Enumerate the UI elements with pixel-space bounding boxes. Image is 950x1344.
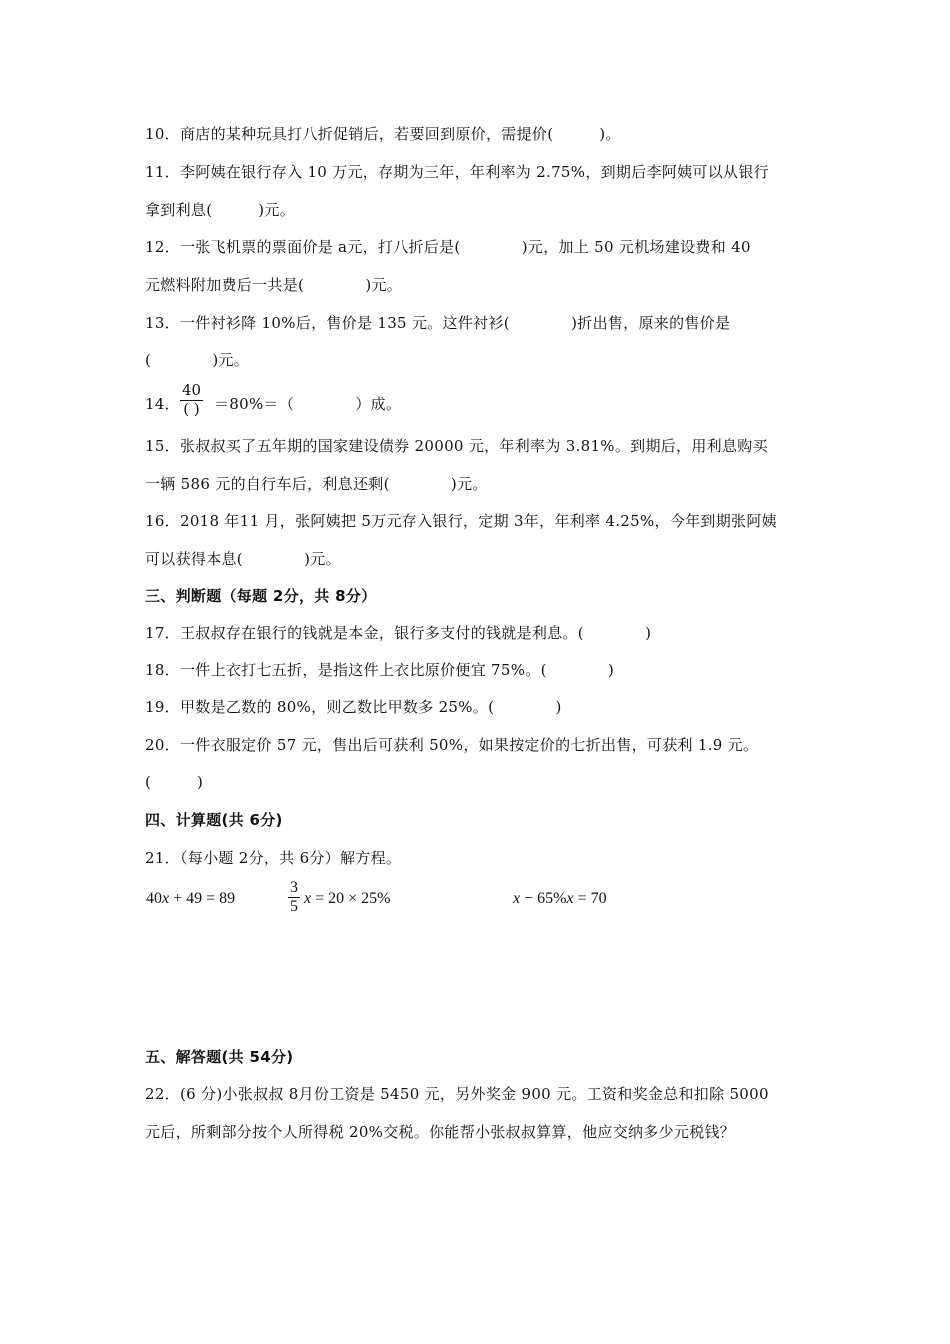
equation-2 — [304, 889, 390, 909]
equation-1-variable: x — [162, 890, 170, 907]
equation-3-variable-2: x — [566, 890, 574, 907]
question-12-line1: 12．一张飞机票的票面价是 a元，打八折后是( )元，加上 50 元机场建设费和 40 — [145, 238, 751, 256]
question-21: 21．（每小题 2分，共 6分）解方程。 — [145, 849, 402, 867]
equation-2-variable: x — [304, 890, 312, 907]
equation-2-numerator: 3 — [290, 879, 298, 896]
equation-3-middle: − 65% — [520, 890, 567, 907]
equation-1-rest: + 49 = 89 — [169, 890, 236, 907]
question-22-line2: 元后，所剩部分按个人所得税 20%交税。你能帮小张叔叔算算，他应交纳多少元税钱？ — [145, 1123, 736, 1141]
question-17: 17．王叔叔存在银行的钱就是本金，银行多支付的钱就是利息。( ) — [145, 624, 652, 642]
question-14-rest: ＝80%＝（ ）成。 — [214, 395, 402, 413]
question-11-line2: 拿到利息( )元。 — [145, 201, 296, 219]
question-13-line2: ( )元。 — [145, 351, 250, 369]
question-16-line1: 16．2018 年11 月，张阿姨把 5万元存入银行，定期 3年，年利率 4.25%，今年到期张阿姨 — [145, 512, 777, 530]
equation-3-rest: = 70 — [573, 890, 607, 907]
question-14-prefix: 14． — [145, 395, 180, 413]
question-13-line1: 13．一件衬衫降 10%后，售价是 135 元。这件衬衫( )折出售，原来的售价是 — [145, 314, 731, 332]
equation-2-rest: = 20 × 25% — [311, 890, 391, 907]
equation-1-coefficient: 40 — [146, 890, 162, 907]
equation-2-denominator: 5 — [290, 898, 298, 915]
question-16-line2: 可以获得本息( )元。 — [145, 550, 341, 568]
section-5-heading: 五、解答题(共 54分) — [145, 1048, 294, 1066]
question-11-line1: 11．李阿姨在银行存入 10 万元，存期为三年，年利率为 2.75%，到期后李阿姨可以从银行 — [145, 163, 769, 181]
equation-3 — [513, 889, 607, 909]
fraction-numerator: 40 — [182, 381, 202, 399]
equation-3-variable: x — [513, 890, 521, 907]
question-15-line2: 一辆 586 元的自行车后，利息还剩( )元。 — [145, 475, 488, 493]
section-3-heading: 三、判断题（每题 2分，共 8分） — [145, 587, 377, 605]
question-19: 19．甲数是乙数的 80%，则乙数比甲数多 25%。( ) — [145, 698, 562, 716]
question-10: 10．商店的某种玩具打八折促销后，若要回到原价，需提价( )。 — [145, 125, 621, 143]
question-18: 18．一件上衣打七五折，是指这件上衣比原价便宜 75%。( ) — [145, 661, 615, 679]
question-22-line1: 22．(6 分)小张叔叔 8月份工资是 5450 元，另外奖金 900 元。工资和奖金总和扣除 5000 — [145, 1085, 769, 1103]
section-4-heading: 四、计算题(共 6分) — [145, 811, 283, 829]
question-20-line2: ( ) — [145, 773, 204, 791]
question-12-line2: 元燃料附加费后一共是( )元。 — [145, 276, 403, 294]
question-20-line1: 20．一件衣服定价 57 元，售出后可获利 50%，如果按定价的七折出售，可获利 1.9 元。 — [145, 736, 759, 754]
fraction-denominator: ( ) — [183, 400, 200, 418]
question-14-fraction — [180, 382, 203, 418]
equation-2-fraction — [288, 879, 300, 915]
equation-1 — [146, 889, 235, 909]
question-15-line1: 15．张叔叔买了五年期的国家建设债券 20000 元，年利率为 3.81%。到期后，用利息购买 — [145, 437, 768, 455]
